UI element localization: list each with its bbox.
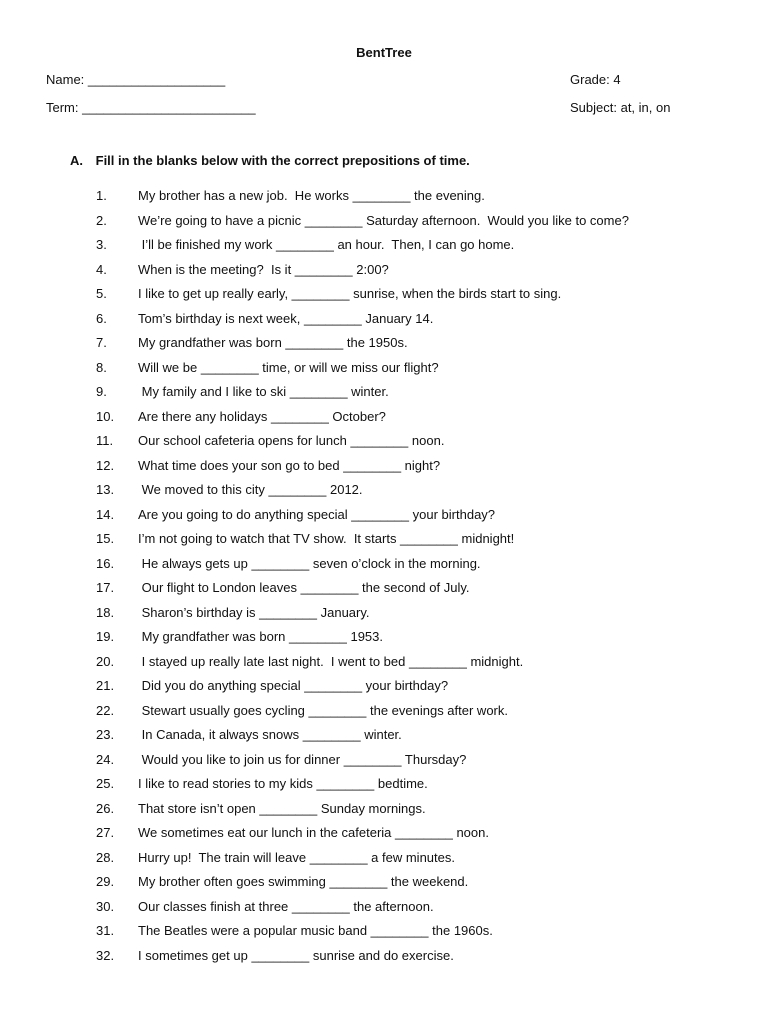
question-item: [0, 384, 768, 409]
question-number: 8.: [96, 359, 107, 375]
question-number: 7.: [96, 335, 107, 350]
question-item: [0, 948, 768, 973]
question-number: 10.: [96, 408, 115, 424]
question-number: 12.: [96, 457, 115, 473]
question-number: 31.: [96, 923, 115, 938]
question-number: 9.: [96, 384, 107, 399]
question-item: [0, 703, 768, 728]
grade-label: Grade: 4: [570, 72, 621, 87]
question-number: 1.: [96, 188, 107, 203]
question-number: 6.: [96, 310, 107, 326]
question-number: 15.: [96, 531, 115, 546]
question-number: 24.: [96, 751, 115, 767]
question-number: 20.: [96, 653, 115, 669]
question-item: [0, 605, 768, 630]
question-item: [0, 850, 768, 875]
question-text: I like to get up really early, ________ sunrise, when the birds start to sing.: [138, 286, 562, 301]
question-text: The Beatles were a popular music band ________ the 1960s.: [138, 923, 493, 938]
question-item: [0, 360, 768, 385]
question-number: 5.: [96, 286, 107, 301]
question-number: 28.: [96, 849, 115, 865]
question-number: 14.: [96, 506, 115, 522]
question-item: [0, 335, 768, 360]
question-number: 3.: [96, 237, 107, 252]
question-item: [0, 801, 768, 826]
question-item: [0, 654, 768, 679]
question-text: Are you going to do anything special ________ your birthday?: [138, 506, 496, 522]
question-item: [0, 311, 768, 336]
question-item: [0, 727, 768, 752]
question-number: 2.: [96, 212, 107, 228]
question-text: Sharon’s birthday is ________ January.: [138, 604, 370, 620]
question-number: 29.: [96, 874, 115, 889]
section-instruction: Fill in the blanks below with the correct prepositions of time.: [95, 153, 470, 168]
question-item: [0, 899, 768, 924]
question-number: 17.: [96, 580, 115, 595]
question-text: We sometimes eat our lunch in the cafeteria ________ noon.: [138, 825, 489, 840]
question-text: Stewart usually goes cycling ________ the evenings after work.: [138, 702, 508, 718]
question-item: [0, 556, 768, 581]
question-text: When is the meeting? Is it ________ 2:00?: [138, 261, 389, 277]
question-text: Hurry up! The train will leave ________ a few minutes.: [138, 849, 455, 865]
question-number: 13.: [96, 482, 115, 497]
question-number: 11.: [96, 433, 114, 448]
term-field-label: Term: ________________________: [46, 100, 256, 115]
name-field-label: Name: ___________________: [46, 72, 226, 87]
question-item: [0, 409, 768, 434]
question-number: 22.: [96, 702, 115, 718]
question-item: [0, 262, 768, 287]
question-text: I sometimes get up ________ sunrise and do exercise.: [138, 947, 454, 963]
question-number: 4.: [96, 261, 107, 277]
question-text: We moved to this city ________ 2012.: [138, 482, 363, 497]
question-item: [0, 531, 768, 556]
question-item: [0, 507, 768, 532]
question-text: My brother has a new job. He works ________ the evening.: [138, 188, 485, 203]
question-text: My brother often goes swimming ________ the weekend.: [138, 874, 469, 889]
question-text: I like to read stories to my kids ________ bedtime.: [138, 776, 428, 791]
question-item: [0, 678, 768, 703]
question-text: Tom’s birthday is next week, ________ January 14.: [138, 310, 434, 326]
question-item: [0, 458, 768, 483]
question-number: 32.: [96, 947, 115, 963]
question-item: [0, 286, 768, 311]
question-text: Will we be ________ time, or will we miss our flight?: [138, 359, 439, 375]
question-text: Would you like to join us for dinner ________ Thursday?: [138, 751, 467, 767]
question-text: He always gets up ________ seven o’clock in the morning.: [138, 555, 481, 571]
question-item: [0, 237, 768, 262]
subject-label: Subject: at, in, on: [570, 100, 671, 115]
question-item: [0, 752, 768, 777]
question-item: [0, 923, 768, 948]
question-text: Our school cafeteria opens for lunch ________ noon.: [138, 433, 445, 448]
question-text: My grandfather was born ________ 1953.: [138, 629, 384, 644]
question-text: Our classes finish at three ________ the afternoon.: [138, 898, 434, 914]
question-text: I’ll be finished my work ________ an hour. Then, I can go home.: [138, 237, 515, 252]
question-number: 27.: [96, 825, 115, 840]
section-heading: [70, 153, 470, 168]
question-item: [0, 580, 768, 605]
question-item: [0, 776, 768, 801]
question-text: Are there any holidays ________ October?: [138, 408, 386, 424]
question-text: My family and I like to ski ________ winter.: [138, 384, 389, 399]
question-number: 19.: [96, 629, 115, 644]
question-list: [0, 188, 768, 972]
question-number: 16.: [96, 555, 115, 571]
question-number: 26.: [96, 800, 115, 816]
question-text: My grandfather was born ________ the 1950s.: [138, 335, 408, 350]
question-item: [0, 874, 768, 899]
question-text: That store isn’t open ________ Sunday mornings.: [138, 800, 426, 816]
question-text: What time does your son go to bed ________ night?: [138, 457, 441, 473]
question-item: [0, 482, 768, 507]
question-text: We’re going to have a picnic ________ Saturday afternoon. Would you like to come?: [138, 212, 629, 228]
section-letter: A.: [70, 153, 83, 168]
question-text: I stayed up really late last night. I went to bed ________ midnight.: [138, 653, 524, 669]
question-item: [0, 188, 768, 213]
page-title: BentTree: [356, 45, 412, 60]
question-item: [0, 213, 768, 238]
question-item: [0, 433, 768, 458]
question-text: In Canada, it always snows ________ winter.: [138, 727, 402, 742]
question-number: 21.: [96, 678, 115, 693]
question-number: 30.: [96, 898, 115, 914]
question-number: 25.: [96, 776, 115, 791]
question-text: Did you do anything special ________ your birthday?: [138, 678, 449, 693]
question-text: Our flight to London leaves ________ the second of July.: [138, 580, 470, 595]
question-number: 18.: [96, 604, 115, 620]
question-item: [0, 825, 768, 850]
question-number: 23.: [96, 727, 115, 742]
question-item: [0, 629, 768, 654]
question-text: I’m not going to watch that TV show. It starts ________ midnight!: [138, 531, 515, 546]
